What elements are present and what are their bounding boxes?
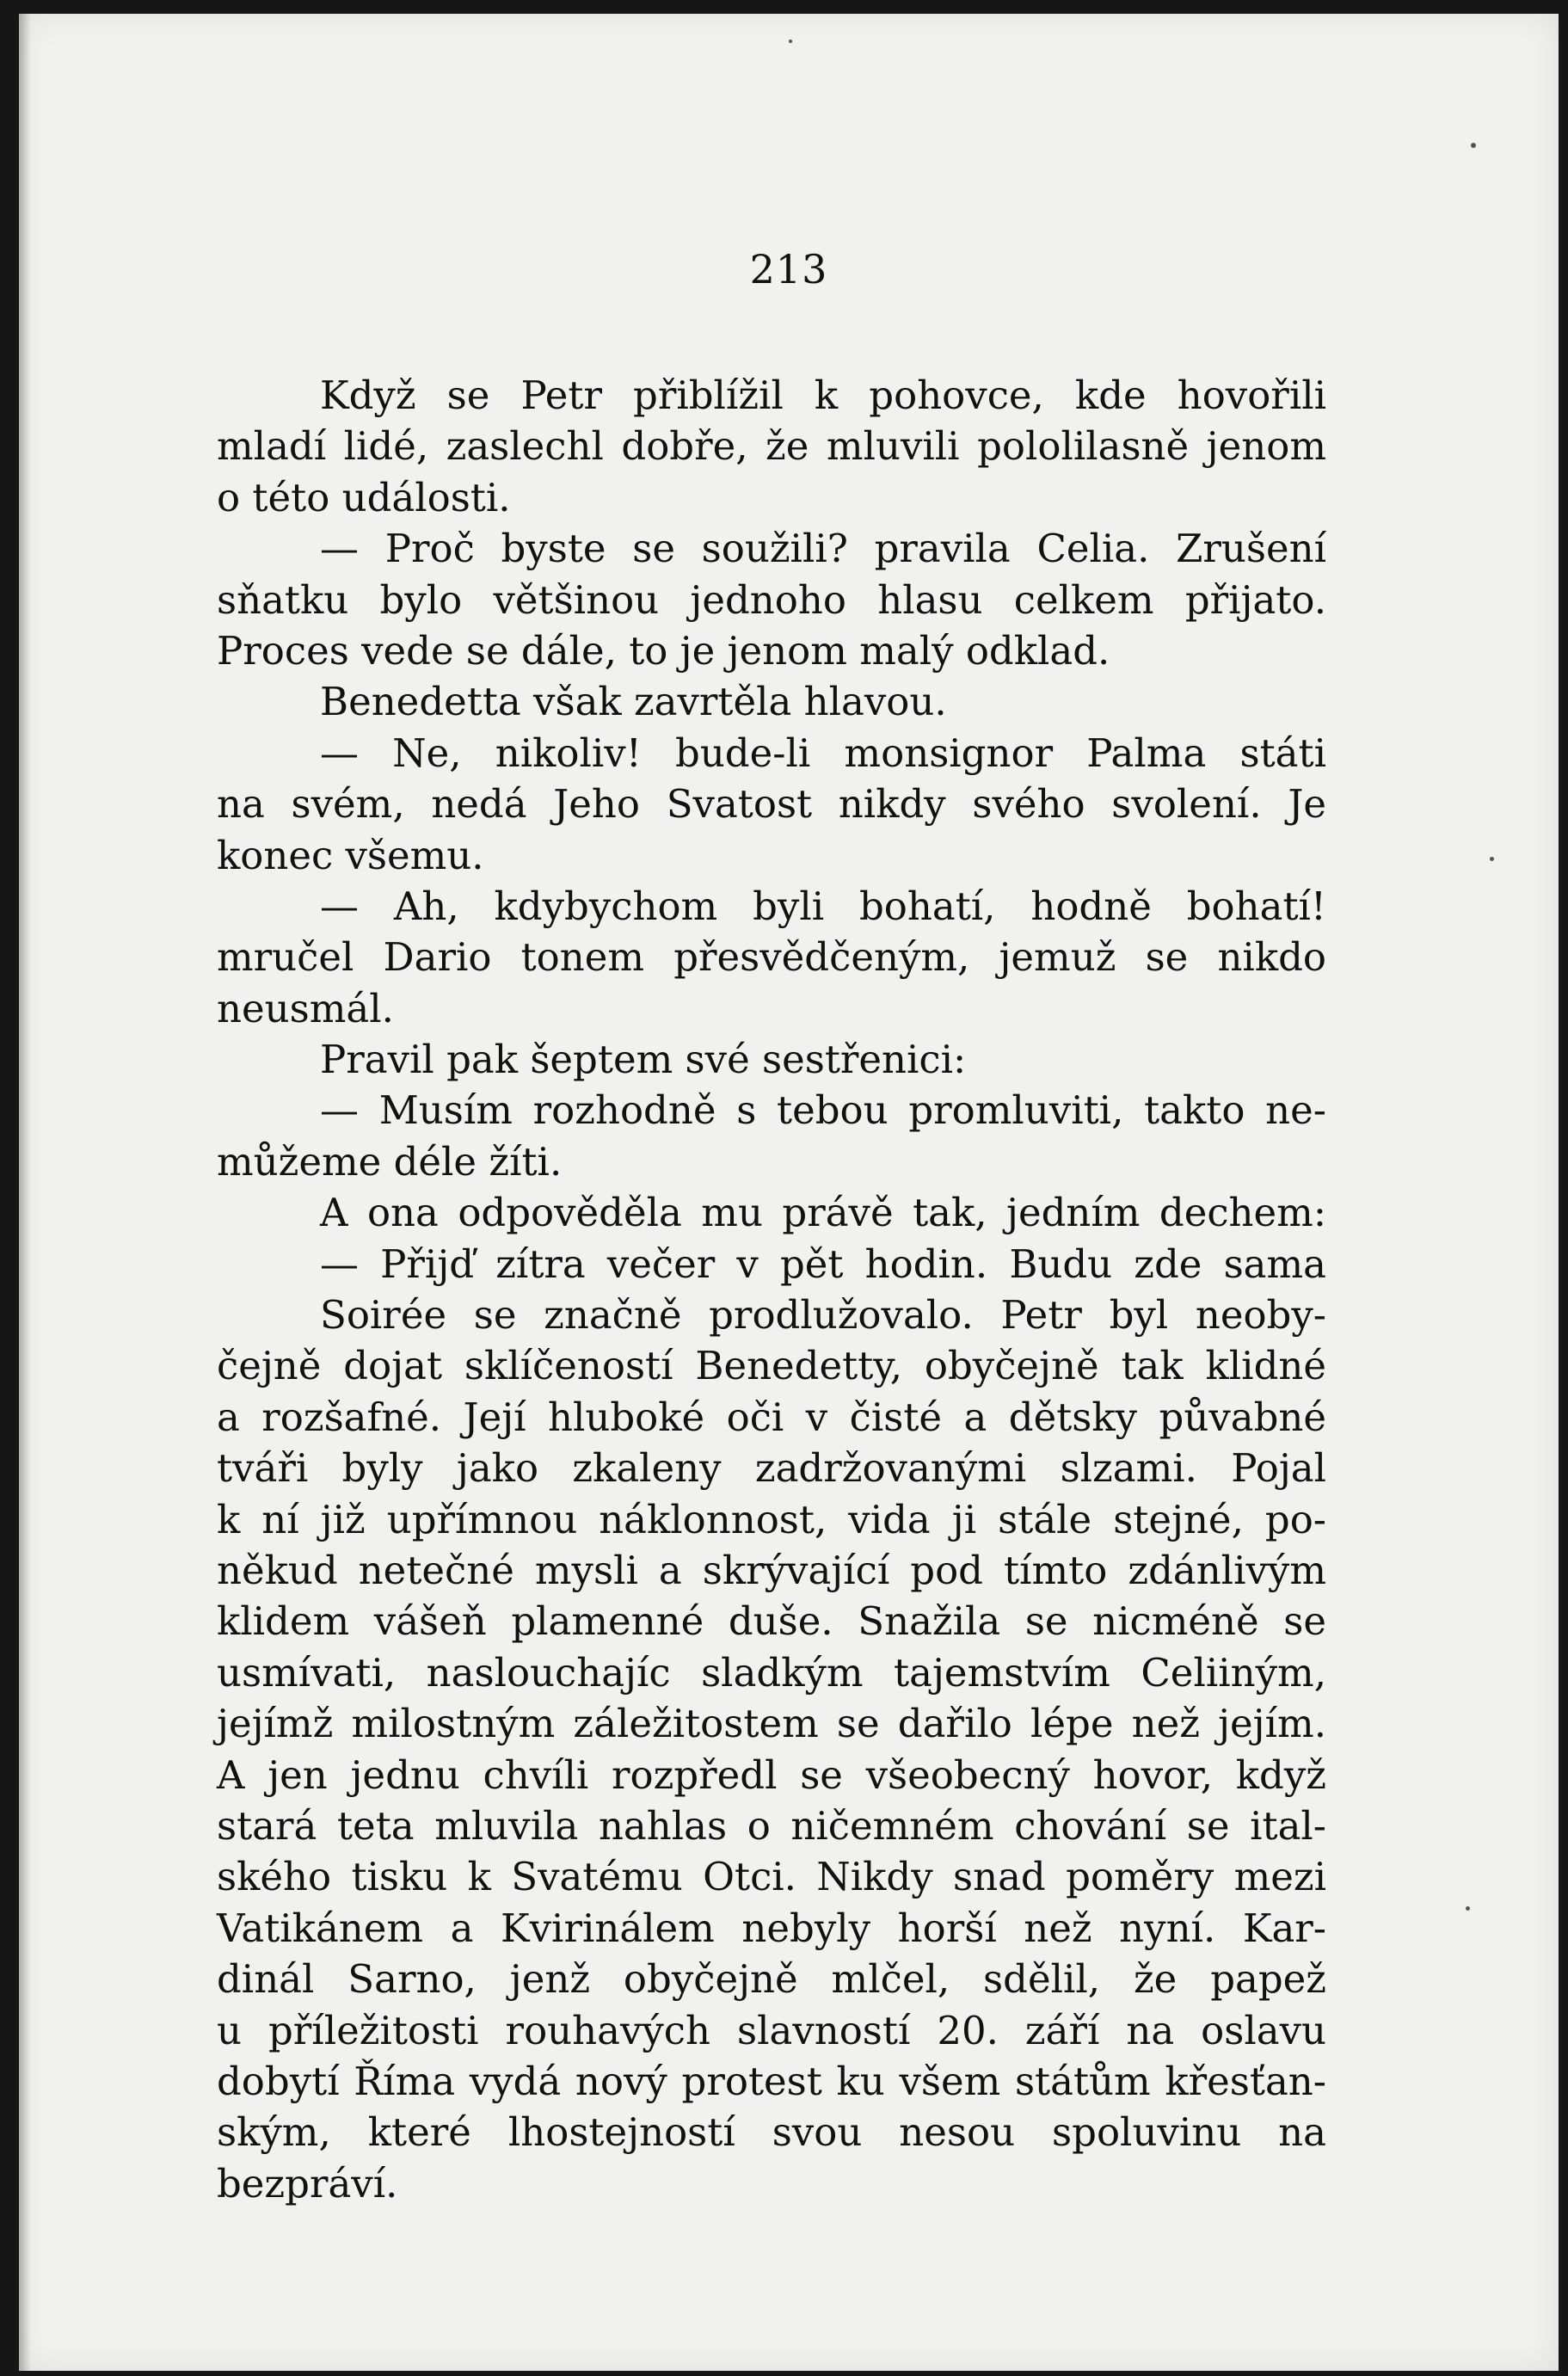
paper-speck bbox=[1490, 857, 1494, 861]
text-line: mladí lidé, zaslechl dobře, že mluvili pololilasně jenom bbox=[217, 423, 1326, 470]
text-line: někud netečné mysli a skrývající pod tímto zdánlivým bbox=[217, 1547, 1326, 1593]
text-line: čejně dojat sklíčeností Benedetty, obyčejně tak klidné bbox=[217, 1343, 1326, 1389]
text-line: konec všemu. bbox=[217, 832, 484, 878]
text-line: Benedetta však zavrtěla hlavou. bbox=[320, 679, 947, 725]
text-line: mručel Dario tonem přesvědčeným, jemuž se nikdo bbox=[217, 934, 1326, 981]
text-line: Proces vede se dále, to je jenom malý odklad. bbox=[217, 627, 1110, 674]
text-line: o této události. bbox=[217, 474, 511, 520]
text-line: tváři byly jako zkaleny zadržovanými slzami. Pojal bbox=[217, 1445, 1326, 1492]
text-line: A jen jednu chvíli rozpředl se všeobecný hovor, když bbox=[217, 1751, 1326, 1798]
text-line: klidem vášeň plamenné duše. Snažila se nicméně se bbox=[217, 1598, 1326, 1645]
text-line: Soirée se značně prodlužovalo. Petr byl neoby- bbox=[320, 1292, 1326, 1339]
paper-speck bbox=[1471, 143, 1476, 148]
body-text bbox=[217, 370, 1326, 2207]
text-line: na svém, nedá Jeho Svatost nikdy svého svolení. Je bbox=[217, 781, 1326, 828]
text-line: můžeme déle žíti. bbox=[217, 1138, 563, 1185]
text-line: usmívati, naslouchajíc sladkým tajemstvím Celiiným, bbox=[217, 1649, 1326, 1696]
text-line: — Přijď zítra večer v pět hodin. Budu zde sama bbox=[320, 1240, 1326, 1287]
text-line: dinál Sarno, jenž obyčejně mlčel, sdělil, že papež bbox=[217, 1956, 1326, 2003]
text-line: A ona odpověděla mu právě tak, jedním dechem: bbox=[320, 1190, 1326, 1236]
text-line: Když se Petr přiblížil k pohovce, kde hovořili bbox=[320, 372, 1326, 418]
text-line: jejímž milostným záležitostem se dařilo lépe než jejím. bbox=[217, 1701, 1326, 1747]
text-line: k ní již upřímnou náklonnost, vida ji stále stejné, po- bbox=[217, 1496, 1326, 1542]
text-line: stará teta mluvila nahlas o ničemném chování se ital- bbox=[217, 1802, 1326, 1849]
text-line: — Ne, nikoliv! bude-li monsignor Palma státi bbox=[320, 729, 1326, 776]
text-line: neusmál. bbox=[217, 985, 394, 1031]
paper-speck bbox=[789, 40, 792, 43]
book-page bbox=[19, 14, 1559, 2371]
text-line: Vatikánem a Kvirinálem nebyly horší než nyní. Kar- bbox=[217, 1905, 1326, 1951]
text-line: — Ah, kdybychom byli bohatí, hodně bohatí! bbox=[320, 883, 1326, 929]
text-line: ského tisku k Svatému Otci. Nikdy snad poměry mezi bbox=[217, 1854, 1326, 1900]
text-line: dobytí Říma vydá nový protest ku všem státům křesťan- bbox=[217, 2058, 1326, 2104]
text-line: ským, které lhostejností svou nesou spoluvinu na bezpráví. bbox=[217, 2109, 1326, 2207]
page-edge-shadow bbox=[19, 14, 31, 2371]
text-line: — Musím rozhodně s tebou promluviti, takto ne- bbox=[320, 1087, 1326, 1134]
text-line: sňatku bylo většinou jednoho hlasu celkem přijato. bbox=[217, 576, 1326, 623]
text-line: a rozšafné. Její hluboké oči v čisté a dětsky půvabné bbox=[217, 1394, 1326, 1440]
text-line: Pravil pak šeptem své sestřenici: bbox=[320, 1037, 967, 1083]
paper-speck bbox=[1466, 1906, 1470, 1911]
text-line: — Proč byste se soužili? pravila Celia. Zrušení bbox=[320, 526, 1326, 572]
text-line: u příležitosti rouhavých slavností 20. září na oslavu bbox=[217, 2007, 1326, 2053]
page-number: 213 bbox=[749, 246, 828, 292]
